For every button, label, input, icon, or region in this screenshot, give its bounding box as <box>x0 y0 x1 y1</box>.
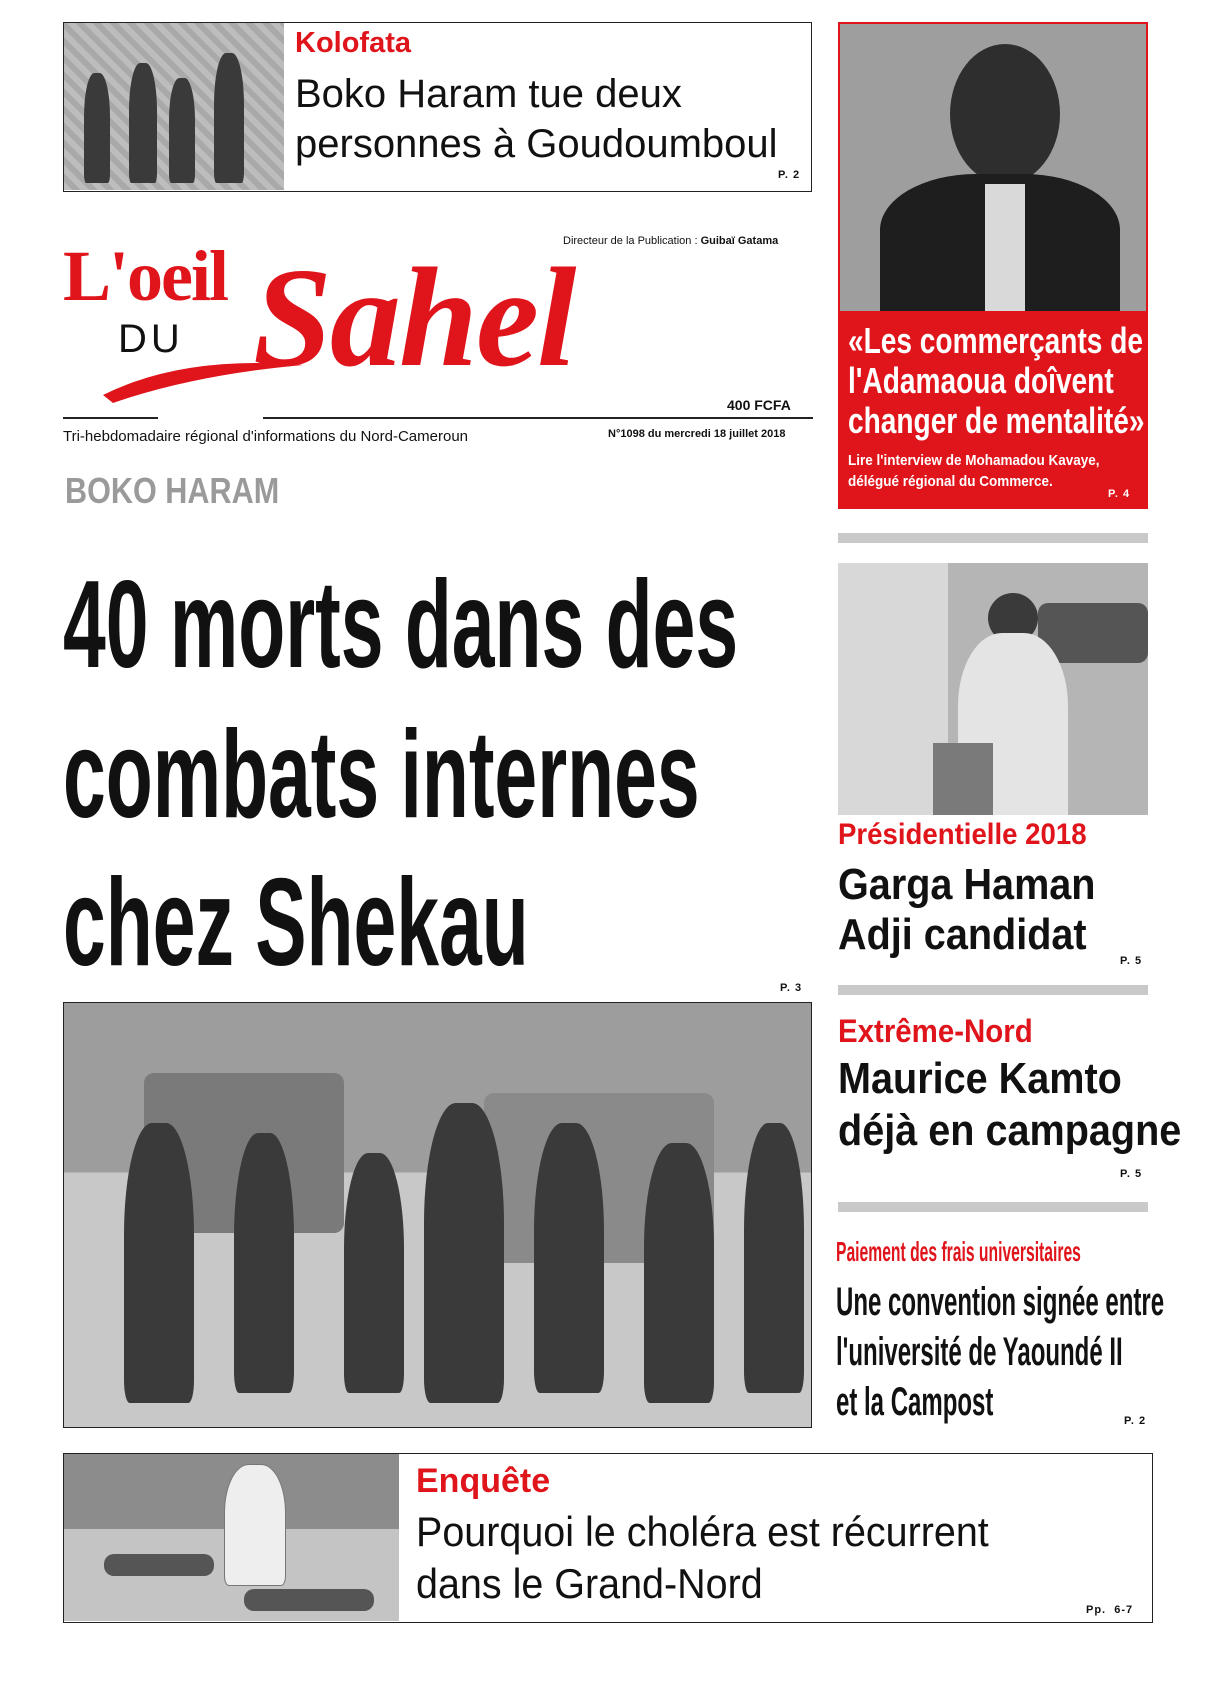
top-story-kicker: Kolofata <box>295 27 411 59</box>
tagline: Tri-hebdomadaire régional d'informations du Nord-Cameroun <box>63 428 469 445</box>
director-name: Guibaï Gatama <box>700 235 779 247</box>
masthead-rule-left <box>63 417 158 419</box>
interview-page: P. 4 <box>1108 488 1131 500</box>
presidentielle-headline-2: Adji candidat <box>838 910 1087 959</box>
top-story-box <box>63 22 812 192</box>
main-headline-1: 40 morts dans des <box>63 556 739 694</box>
top-story-headline-1: Boko Haram tue deux <box>295 72 682 116</box>
interview-lede-2: délégué régional du Commerce. <box>848 473 1053 490</box>
interview-lede-1: Lire l'interview de Mohamadou Kavaye, <box>848 452 1100 469</box>
logo-sahel: Sahel <box>253 238 575 396</box>
man-in-suit-portrait <box>840 24 1146 311</box>
interview-box <box>838 22 1148 509</box>
paiement-headline-2: l'université de Yaoundé II <box>836 1330 1123 1374</box>
logo-swoosh <box>103 335 303 405</box>
interview-quote-1: «Les commerçants de <box>848 320 1143 361</box>
enquete-box <box>63 1453 1153 1623</box>
main-story-kicker: BOKO HARAM <box>65 470 280 511</box>
masthead <box>63 225 813 450</box>
interview-quote-3: changer de mentalité» <box>848 400 1145 441</box>
issue-number: N°1098 du mercredi 18 juillet 2018 <box>608 428 786 440</box>
paiement-headline-3: et la Campost <box>836 1380 994 1424</box>
cholera-patients-photo <box>64 1454 399 1621</box>
paiement-page: P. 2 <box>1124 1415 1147 1427</box>
section-rule-3 <box>838 1202 1148 1212</box>
top-story-page: P. 2 <box>778 169 801 181</box>
enquete-headline-2: dans le Grand-Nord <box>416 1560 763 1607</box>
extreme-nord-headline-2: déjà en campagne <box>838 1106 1182 1155</box>
enquete-headline-1: Pourquoi le choléra est récurrent <box>416 1508 989 1555</box>
presidentielle-kicker: Présidentielle 2018 <box>838 818 1087 851</box>
masthead-rule-right <box>263 417 813 419</box>
extreme-nord-headline-1: Maurice Kamto <box>838 1054 1122 1103</box>
price: 400 FCFA <box>727 397 791 413</box>
interview-quote-2: l'Adamaoua doîvent <box>848 360 1114 401</box>
enquete-kicker: Enquête <box>416 1462 551 1500</box>
man-in-robe-photo <box>838 563 1148 815</box>
top-story-headline-2: personnes à Goudoumboul <box>295 122 778 166</box>
paiement-headline-1: Une convention signée entre <box>836 1280 1165 1324</box>
presidentielle-page: P. 5 <box>1120 955 1143 967</box>
director-line <box>563 235 778 247</box>
director-label: Directeur de la Publication : <box>563 235 698 247</box>
main-headline-3: chez Shekau <box>63 854 529 992</box>
presidentielle-headline-1: Garga Haman <box>838 860 1096 909</box>
paiement-kicker: Paiement des frais universitaires <box>836 1236 1081 1267</box>
main-story-page: P. 3 <box>780 982 803 994</box>
section-rule-1 <box>838 533 1148 543</box>
main-headline-2: combats internes <box>63 706 700 844</box>
section-rule-2 <box>838 985 1148 995</box>
logo-loeil: L'oeil <box>63 236 227 316</box>
armed-men-photo <box>64 23 284 190</box>
enquete-page: Pp. 6-7 <box>1086 1604 1134 1616</box>
logo-du: DU <box>118 317 184 361</box>
extreme-nord-kicker: Extrême-Nord <box>838 1013 1033 1049</box>
extreme-nord-page: P. 5 <box>1120 1168 1143 1180</box>
militants-with-vehicles-photo <box>63 1002 812 1428</box>
